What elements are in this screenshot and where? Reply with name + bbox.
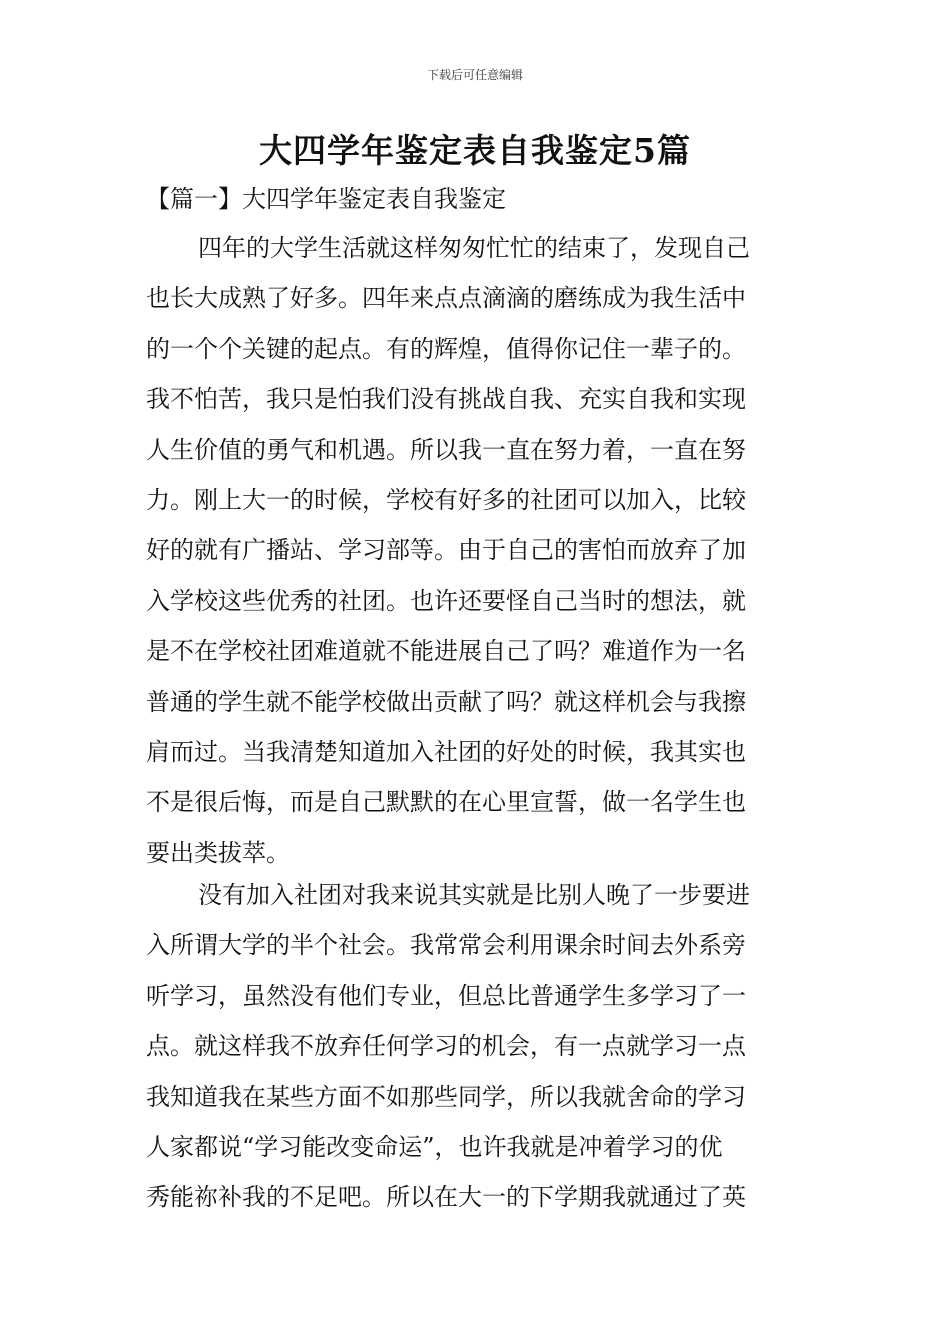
paragraph-line: 我知道我在某些方面不如那些同学，所以我就舍命的学习 (146, 1082, 746, 1111)
paragraph-line: 是不在学校社团难道就不能进展自己了吗？难道作为一名 (146, 637, 746, 666)
paragraph-line: 好的就有广播站、学习部等。由于自己的害怕而放弃了加 (146, 536, 746, 565)
paragraph-line: 四年的大学生活就这样匆匆忙忙的结束了，发现自己 (198, 234, 750, 262)
paragraph-line: 要出类拔萃。 (146, 838, 290, 867)
paragraph-line: 入学校这些优秀的社团。也许还要怪自己当时的想法，就 (146, 586, 746, 615)
paragraph-line: 不是很后悔，而是自己默默的在心里宣誓，做一名学生也 (146, 788, 746, 817)
paragraph-line: 没有加入社团对我来说其实就是比别人晚了一步要进 (198, 881, 750, 909)
paragraph-line: 力。刚上大一的时候，学校有好多的社团可以加入，比较 (146, 485, 746, 514)
paragraph-1 (146, 223, 826, 878)
paragraph-line: 的一个个关键的起点。有的辉煌，值得你记住一辈子的。 (146, 334, 746, 363)
document-title: 大四学年鉴定表自我鉴定5篇 (259, 131, 691, 170)
paragraph-line: 也长大成熟了好多。四年来点点滴滴的磨练成为我生活中 (146, 284, 746, 313)
paragraph-line: 我不怕苦，我只是怕我们没有挑战自我、充实自我和实现 (146, 385, 746, 414)
paragraph-line: 人生价值的勇气和机遇。所以我一直在努力着，一直在努 (146, 435, 746, 464)
paragraph-line: 点。就这样我不放弃任何学习的机会，有一点就学习一点 (146, 1032, 746, 1061)
section-heading: 【篇一】大四学年鉴定表自我鉴定 (146, 185, 506, 213)
header-note: 下载后可任意编辑 (426, 68, 523, 82)
paragraph-line: 入所谓大学的半个社会。我常常会利用课余时间去外系旁 (146, 931, 746, 960)
paragraph-line: 听学习，虽然没有他们专业，但总比普通学生多学习了一 (146, 981, 746, 1010)
paragraph-2 (146, 870, 826, 1223)
paragraph-line: 普通的学生就不能学校做出贡献了吗？就这样机会与我擦 (146, 687, 746, 716)
paragraph-line: 人家都说“学习能改变命运”，也许我就是冲着学习的优 (146, 1132, 723, 1161)
paragraph-line: 秀能祢补我的不足吧。所以在大一的下学期我就通过了英 (146, 1183, 746, 1212)
paragraph-line: 肩而过。当我清楚知道加入社团的好处的时候，我其实也 (146, 737, 746, 766)
